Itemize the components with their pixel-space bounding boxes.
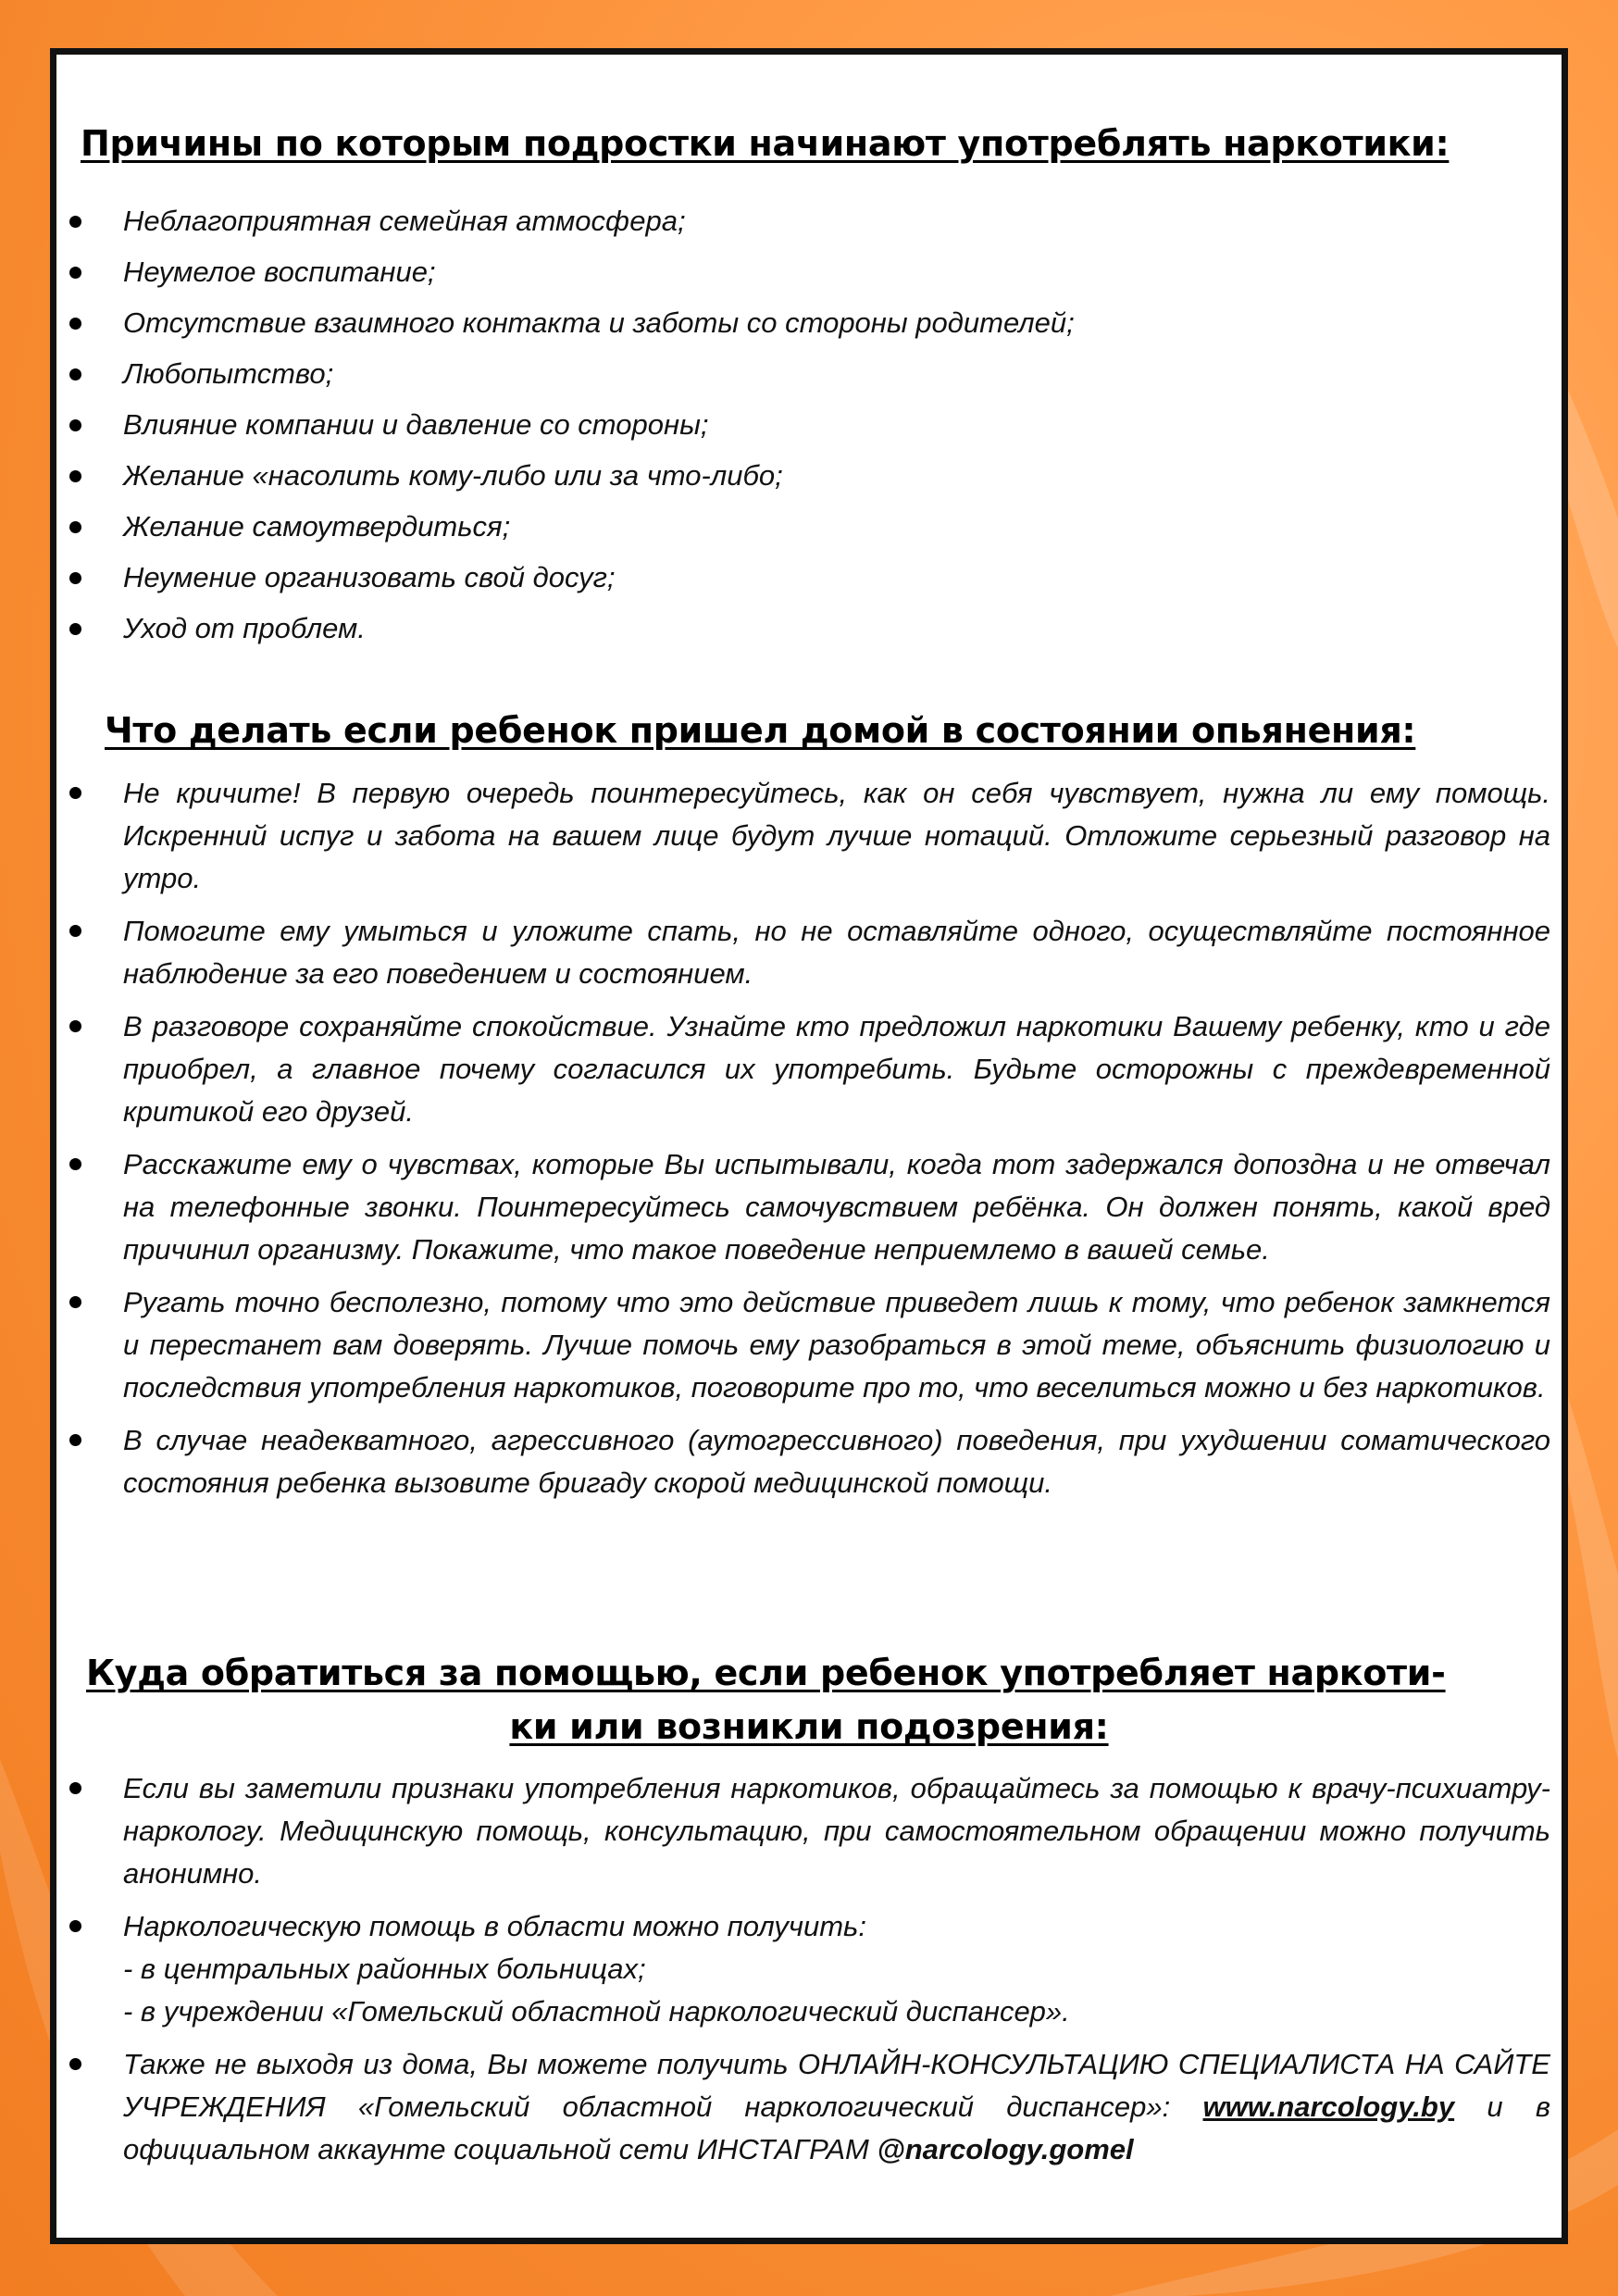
help-option-dispensary: - в учреждении «Гомельский областной наркологический диспансер». (123, 1995, 1070, 2028)
what-to-do-list (56, 772, 1550, 1515)
bullet-icon (69, 318, 81, 330)
bullet-icon (69, 925, 81, 937)
list-item: Также не выходя из дома, Вы можете получить ОНЛАЙН-КОНСУЛЬТАЦИЮ СПЕЦИАЛИСТА НА САЙТЕ УЧРЕЖДЕНИЯ «Гомельский областной наркологический диспансер»: www.narcology.by и в официальном аккаунте социальной сети ИНСТАГРАМ @narcology.gomel (56, 2043, 1550, 2171)
list-item: Уход от проблем. (56, 608, 1537, 659)
bullet-icon (69, 787, 81, 799)
section-title-reasons: Причины по которым подростки начинают употреблять наркотики: (81, 123, 1450, 164)
website-link[interactable]: www.narcology.by (1202, 2090, 1455, 2123)
bullet-icon (69, 216, 81, 228)
instagram-handle[interactable]: @narcology.gomel (877, 2133, 1134, 2165)
bullet-icon (69, 521, 81, 533)
list-item: Расскажите ему о чувствах, которые Вы испытывали, когда тот задержался допоздна и не отвечал на телефонные звонки. Поинтересуйтесь самочувствием ребёнка. Он должен понять, какой вред причинил организму. Покажите, что такое поведение неприемлемо в вашей семье. (56, 1143, 1550, 1271)
bullet-icon (69, 267, 81, 279)
list-item: В разговоре сохраняйте спокойствие. Узнайте кто предложил наркотики Вашему ребенку, кто и где приобрел, а главное почему согласился их употребить. Будьте осторожны с преждевременной критикой его друзей. (56, 1005, 1550, 1133)
bullet-icon (69, 1782, 81, 1794)
section-title-what-to-do: Что делать если ребенок пришел домой в состоянии опьянения: (105, 710, 1416, 751)
list-item: Любопытство; (56, 354, 1537, 405)
list-item: Неумелое воспитание; (56, 252, 1537, 303)
where-to-get-help-list (56, 1767, 1550, 2181)
content-panel (50, 48, 1568, 2244)
bullet-icon (69, 368, 81, 381)
list-item: Отсутствие взаимного контакта и заботы со стороны родителей; (56, 303, 1537, 354)
section-title-where-to-get-help-line2: ки или возникли подозрения: (509, 1706, 1109, 1747)
list-item: Ругать точно бесполезно, потому что это действие приведет лишь к тому, что ребенок замкнется и перестанет вам доверять. Лучше помочь ему разобраться в этой теме, объяснить физиологию и последствия употребления наркотиков, поговорите про то, что веселиться можно и без наркотиков. (56, 1281, 1550, 1409)
bullet-icon (69, 572, 81, 584)
help-option-district-hospitals: - в центральных районных больницах; (123, 1953, 646, 1985)
list-item: Неблагоприятная семейная атмосфера; (56, 201, 1537, 252)
list-item (56, 1905, 1550, 2033)
list-item: Влияние компании и давление со стороны; (56, 405, 1537, 455)
bullet-icon (69, 623, 81, 635)
help-intro: Наркологическую помощь в области можно получить: (123, 1910, 866, 1942)
list-item: В случае неадекватного, агрессивного (аутогрессивного) поведения, при ухудшении соматического состояния ребенка вызовите бригаду скорой медицинской помощи. (56, 1419, 1550, 1504)
list-item: Не кричите! В первую очередь поинтересуйтесь, как он себя чувствует, нужна ли ему помощь. Искренний испуг и забота на вашем лице будут лучше нотаций. Отложите серьезный разговор на утро. (56, 772, 1550, 900)
bullet-icon (69, 470, 81, 482)
list-item: Неумение организовать свой досуг; (56, 557, 1537, 608)
list-item: Помогите ему умыться и уложите спать, но не оставляйте одного, осуществляйте постоянное наблюдение за его поведением и состоянием. (56, 910, 1550, 995)
bullet-icon (69, 1158, 81, 1170)
reasons-list (56, 201, 1537, 659)
bullet-icon (69, 2058, 81, 2070)
bullet-icon (69, 1020, 81, 1032)
list-item: Желание «насолить кому-либо или за что-либо; (56, 455, 1537, 506)
bullet-icon (69, 1434, 81, 1446)
bullet-icon (69, 1296, 81, 1308)
bullet-icon (69, 1920, 81, 1932)
list-item: Если вы заметили признаки употребления наркотиков, обращайтесь за помощью к врачу-психиатру-наркологу. Медицинскую помощь, консультацию, при самостоятельном обращении можно получить анонимно. (56, 1767, 1550, 1895)
section-title-where-to-get-help-line1: Куда обратиться за помощью, если ребенок употребляет наркоти- (86, 1653, 1446, 1693)
list-item: Желание самоутвердиться; (56, 506, 1537, 557)
bullet-icon (69, 419, 81, 431)
